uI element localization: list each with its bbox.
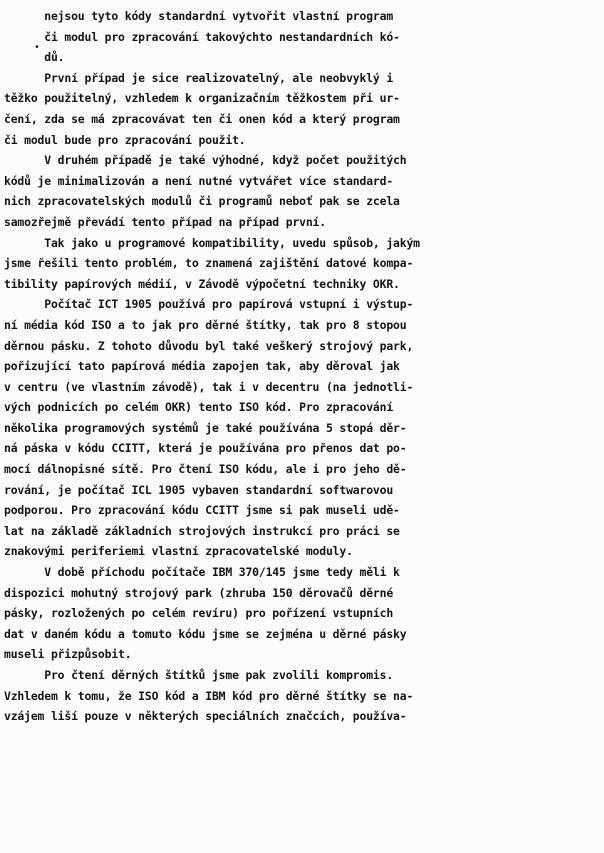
- text-line: dů.: [4, 50, 65, 65]
- text-line: či modul bude pro zpracování použit.: [4, 132, 246, 147]
- text-line: v centru (ve vlastním závodě), tak i v decentru (na jednotli-: [4, 379, 414, 394]
- text-line: znakovými periferiemi vlastní zpracovatelské moduly.: [4, 544, 353, 559]
- text-line: Vzhledem k tomu, že ISO kód a IBM kód pro děrné štítky se na-: [4, 688, 414, 703]
- document-text: [4, 6, 600, 727]
- paragraph: [4, 562, 600, 665]
- text-line: těžko použitelný, vzhledem k organizačním těžkostem při ur-: [4, 91, 400, 106]
- paragraph: [4, 6, 600, 68]
- text-line: Počítač ICT 1905 používá pro papírová vstupní i výstup-: [4, 297, 414, 312]
- paragraph: [4, 68, 600, 150]
- text-line: pořizující tato papírová média zapojen tak, aby děroval jak: [4, 359, 400, 374]
- text-line: vých podnicích po celém OKR) tento ISO kód. Pro zpracování: [4, 400, 394, 415]
- text-line: V době příchodu počítače IBM 370/145 jsme tedy měli k: [4, 565, 400, 580]
- text-line: museli přizpůsobit.: [4, 647, 132, 662]
- paragraph: [4, 233, 600, 295]
- text-line: či modul pro zpracování takovýchto nestandardních kó-: [4, 29, 400, 44]
- text-line: několika programových systémů je také používána 5 stopá děr-: [4, 420, 407, 435]
- text-line: Pro čtení děrných štítků jsme pak zvolili kompromis.: [4, 668, 394, 682]
- paragraph: [4, 150, 600, 232]
- text-line: dat v daném kódu a tomuto kódu jsme se zejména u děrné pásky: [4, 626, 407, 641]
- text-line: dispozici mohutný strojový park (zhruba 150 děrovačů děrné: [4, 585, 394, 600]
- margin-mark: •: [34, 42, 40, 53]
- text-line: samozřejmě převádí tento případ na případ první.: [4, 214, 326, 229]
- text-line: podporou. Pro zpracování kódu CCITT jsme si pak museli udě-: [4, 503, 400, 518]
- text-line: tibility papírových médií, v Závodě výpočetní techniky OKR.: [4, 276, 400, 291]
- text-line: ná páska v kódu CCITT, která je používána pro přenos dat po-: [4, 441, 407, 456]
- paragraph: [4, 294, 600, 562]
- text-line: Tak jako u programové kompatibility, uvedu spůsob, jakým: [4, 235, 420, 250]
- text-line: rování, je počítač ICL 1905 vybaven standardní softwarovou: [4, 482, 394, 497]
- text-line: mocí dálnopisné sítě. Pro čtení ISO kódu, ale i pro jeho dě-: [4, 462, 407, 477]
- text-line: První případ je sice realizovatelný, ale neobvyklý i: [4, 70, 394, 85]
- paragraph: [4, 665, 600, 727]
- text-line: pásky, rozložených po celém revíru) pro pořízení vstupních: [4, 606, 394, 621]
- text-line: vzájem liší pouze v některých speciálních značcích, používa-: [4, 709, 407, 724]
- text-line: nejsou tyto kódy standardní vytvořit vlastní program: [4, 9, 394, 23]
- text-line: lat na základě základních strojových instrukcí pro práci se: [4, 523, 400, 538]
- text-line: nich zpracovatelských modulů či programů neboť pak se zcela: [4, 194, 400, 209]
- text-line: V druhém případě je také výhodné, když počet použitých: [4, 153, 407, 168]
- text-line: děrnou pásku. Z tohoto důvodu byl také veškerý strojový park,: [4, 338, 414, 353]
- text-line: čení, zda se má zpracovávat ten či onen kód a který program: [4, 111, 400, 126]
- text-line: kódů je minimalizován a není nutné vytvářet více standard-: [4, 173, 394, 188]
- text-line: ní média kód ISO a to jak pro děrné štítky, tak pro 8 stopou: [4, 317, 407, 332]
- text-line: jsme řešili tento problém, to znamená zajištění datové kompa-: [4, 256, 414, 271]
